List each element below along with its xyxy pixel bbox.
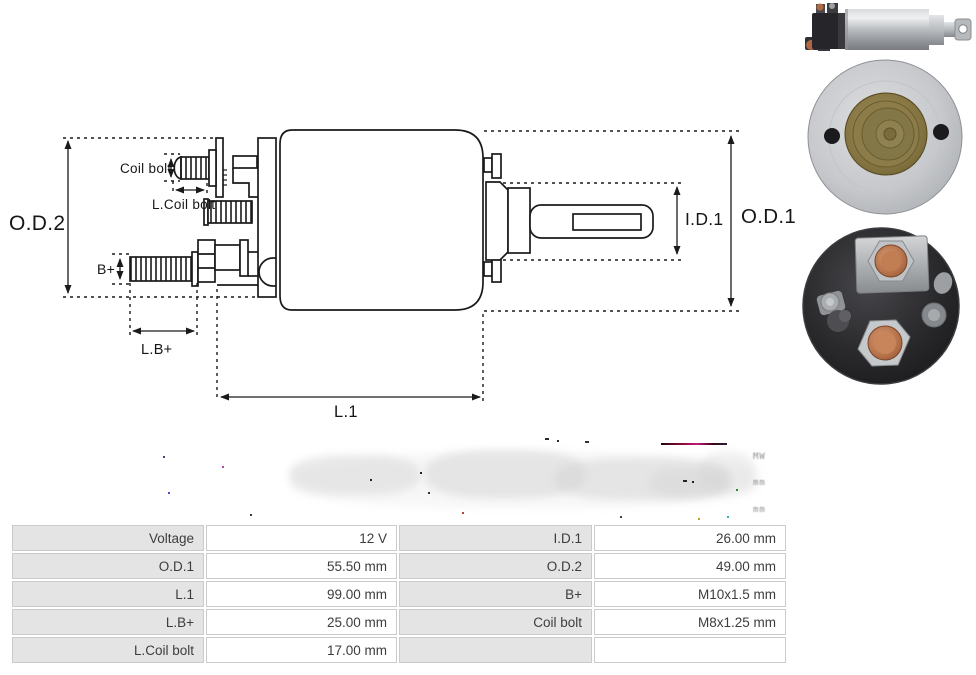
spec-label-cell: O.D.1	[12, 553, 204, 579]
od1-dimension-label: O.D.1	[741, 205, 797, 228]
spec-value-cell: M10x1.5 mm	[594, 581, 786, 607]
spec-label-cell: B+	[399, 581, 592, 607]
coil-bolt-dimension-label: Coil bolt	[120, 161, 172, 176]
artifact-text: MW	[753, 452, 766, 462]
spec-label-cell: Voltage	[12, 525, 204, 551]
artifact-speck	[462, 512, 464, 514]
artifact-speck	[727, 516, 729, 518]
solenoid-terminal-end-photo	[803, 228, 959, 384]
artifact-red-line	[661, 443, 727, 445]
artifact-speck	[428, 492, 430, 494]
id1-dimension-label: I.D.1	[685, 209, 724, 229]
spec-value-cell: 12 V	[206, 525, 397, 551]
artifact-speck	[683, 480, 687, 482]
spec-label-cell: Coil bolt	[399, 609, 592, 635]
artifact-speck	[222, 466, 224, 468]
artifact-speck	[250, 514, 252, 516]
artifact-text: mm	[753, 505, 766, 515]
artifact-speck	[585, 441, 589, 443]
artifact-speck	[163, 456, 165, 458]
l-coil-bolt-dimension-label: L.Coil bolt	[152, 197, 216, 212]
spec-table	[12, 525, 786, 663]
ghost-blob	[290, 452, 760, 508]
artifact-speck	[420, 472, 422, 474]
solenoid-side-view-photo	[805, 3, 971, 51]
od2-dimension-label: O.D.2	[9, 212, 66, 235]
artifact-speck	[620, 516, 622, 518]
spec-value-cell: 25.00 mm	[206, 609, 397, 635]
b-plus-dimension-label: B+	[97, 261, 116, 277]
spec-value-cell: 17.00 mm	[206, 637, 397, 663]
artifact-speck	[692, 481, 694, 483]
artifact-speck	[545, 438, 549, 440]
artifact-speck	[698, 518, 700, 520]
spec-label-cell: L.1	[12, 581, 204, 607]
spec-value-cell: 55.50 mm	[206, 553, 397, 579]
product-photos	[795, 0, 976, 392]
solenoid-front-plunger-photo	[808, 60, 962, 214]
spec-value-cell: M8x1.25 mm	[594, 609, 786, 635]
spec-label-cell: L.Coil bolt	[12, 637, 204, 663]
spec-value-cell: 26.00 mm	[594, 525, 786, 551]
artifact-speck	[370, 479, 372, 481]
solenoid-outline	[130, 130, 653, 310]
spec-value-cell: 99.00 mm	[206, 581, 397, 607]
artifact-speck	[168, 492, 170, 494]
artifact-text: mm	[753, 478, 766, 488]
spec-label-cell: I.D.1	[399, 525, 592, 551]
l-b-plus-dimension-label: L.B+	[141, 342, 173, 358]
spec-label-cell	[399, 637, 592, 663]
artifact-speck	[557, 440, 559, 442]
spec-value-cell: 49.00 mm	[594, 553, 786, 579]
artifact-speck	[736, 489, 738, 491]
spec-value-cell	[594, 637, 786, 663]
l1-dimension-label: L.1	[334, 403, 358, 421]
spec-label-cell: O.D.2	[399, 553, 592, 579]
spec-label-cell: L.B+	[12, 609, 204, 635]
